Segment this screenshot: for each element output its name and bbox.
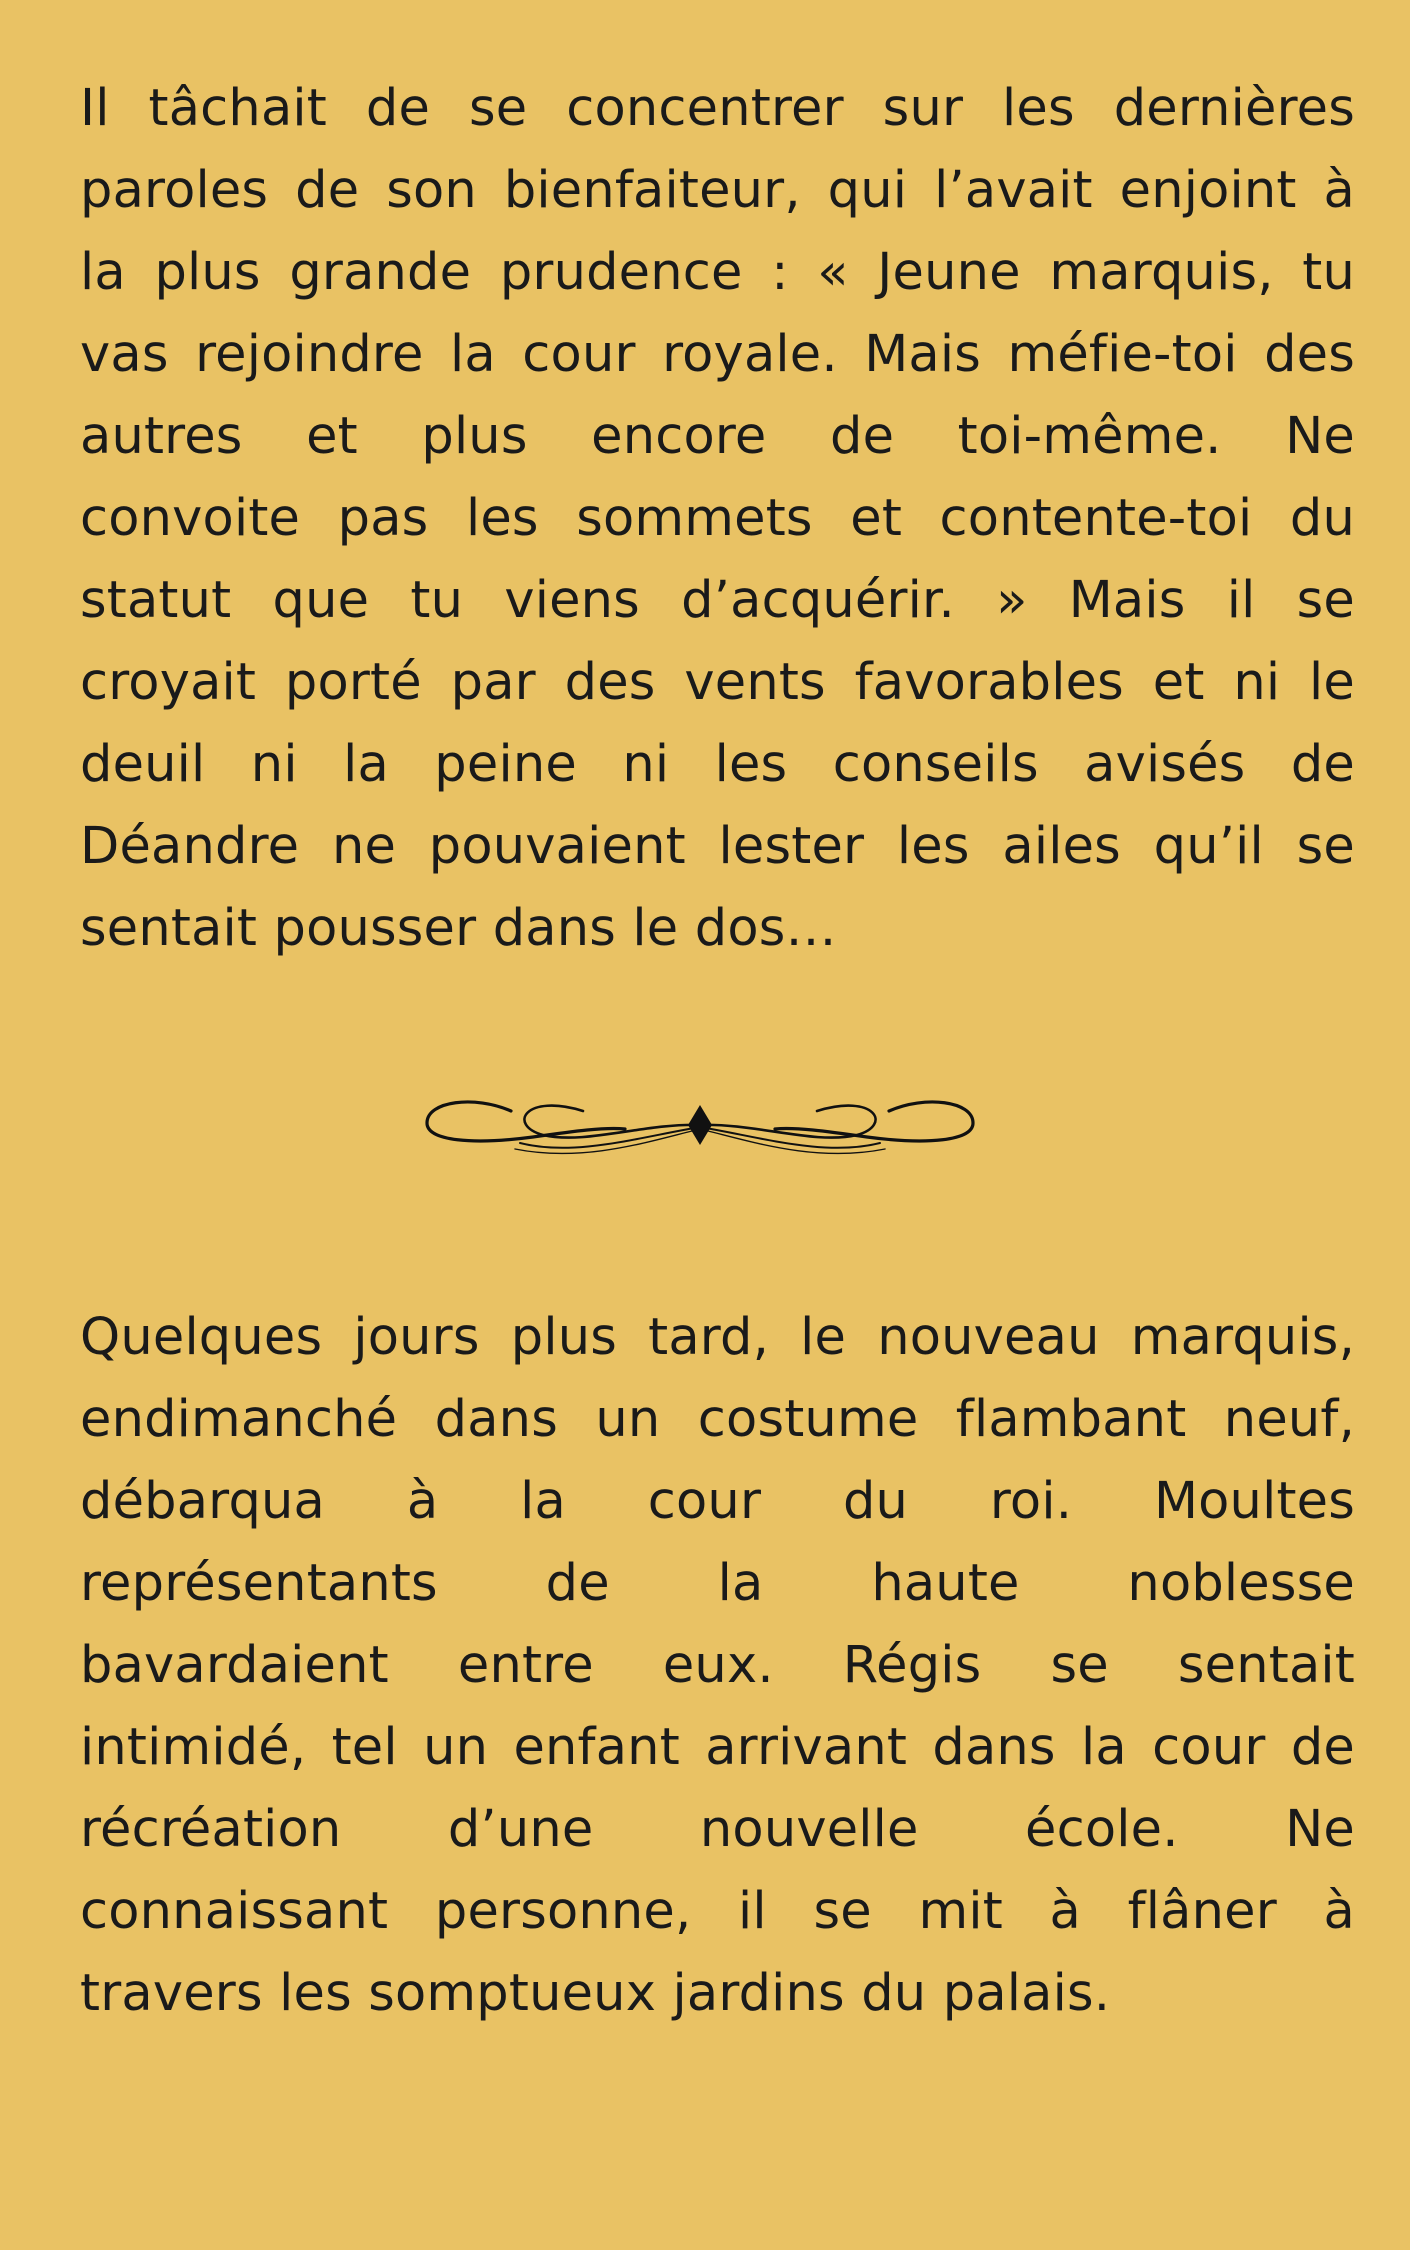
text-line: convoite pas les sommets et contente-toi du [80,489,1355,548]
text-line: sentait pousser dans le dos… [80,899,837,958]
paragraph-1 [80,68,1355,970]
text-line: deuil ni la peine ni les conseils avisés de [80,735,1355,794]
text-line: statut que tu viens d’acquérir. » Mais il se [80,571,1355,630]
text-line: intimidé, tel un enfant arrivant dans la cour de [80,1718,1355,1777]
text-line: travers les somptueux jardins du palais. [80,1964,1111,2023]
text-line: paroles de son bienfaiteur, qui l’avait enjoint à [80,161,1355,220]
text-line: bavardaient entre eux. Régis se sentait [80,1636,1355,1695]
text-line: Quelques jours plus tard, le nouveau marquis, [80,1308,1355,1367]
text-line: Déandre ne pouvaient lester les ailes qu’il se [80,817,1355,876]
flourish-divider-icon [415,1075,985,1175]
text-line: autres et plus encore de toi-même. Ne [80,407,1355,466]
text-line: la plus grande prudence : « Jeune marquis, tu [80,243,1355,302]
text-line: croyait porté par des vents favorables et ni le [80,653,1355,712]
text-line: endimanché dans un costume flambant neuf, [80,1390,1355,1449]
paragraph-2 [80,1297,1355,2035]
text-line: débarqua à la cour du roi. Moultes [80,1472,1355,1531]
text-line: récréation d’une nouvelle école. Ne [80,1800,1355,1859]
text-line: vas rejoindre la cour royale. Mais méfie-toi des [80,325,1355,384]
text-line: connaissant personne, il se mit à flâner à [80,1882,1355,1941]
text-line: représentants de la haute noblesse [80,1554,1355,1613]
text-line: Il tâchait de se concentrer sur les dernières [80,79,1355,138]
